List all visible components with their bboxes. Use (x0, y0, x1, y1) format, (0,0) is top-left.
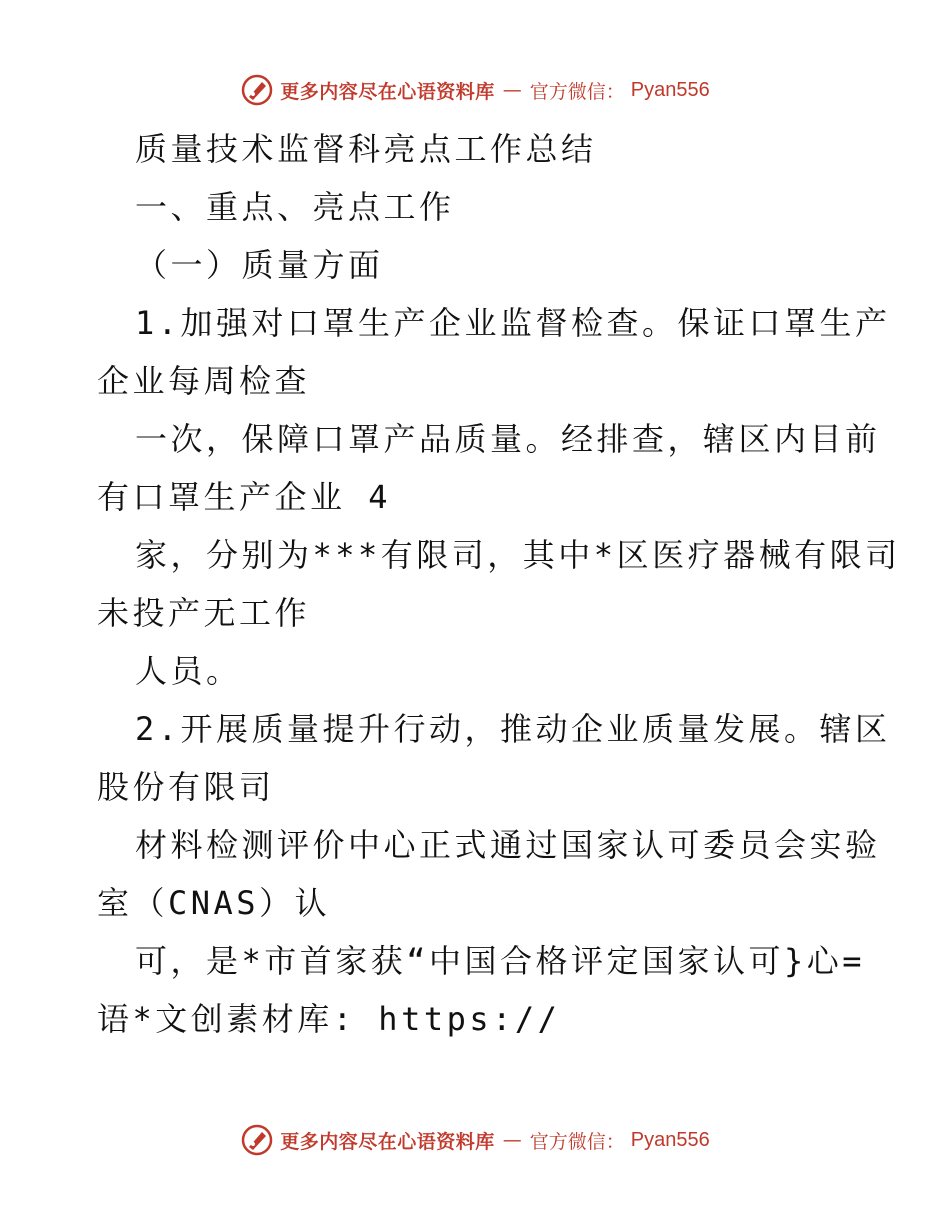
subsection-heading: （一）质量方面 (135, 246, 384, 284)
paragraph-line: 家，分别为***有限司，其中*区医疗器械有限司 (135, 536, 901, 574)
paragraph-line: 未投产无工作 (97, 594, 311, 632)
pen-nib-logo-icon (240, 73, 274, 107)
paragraph-line: 可，是*市首家获“中国合格评定国家认可}心= (135, 942, 866, 980)
watermark-wechat-id: Pyan556 (630, 1128, 710, 1151)
watermark-dash: — (502, 1129, 522, 1151)
paragraph-line: 一次，保障口罩产品质量。经排查，辖区内目前 (135, 420, 881, 458)
watermark-official-label: 官方微信： (529, 1130, 625, 1153)
document-body (97, 120, 901, 1048)
watermark-footer (0, 1120, 950, 1160)
paragraph-line: 人员。 (135, 652, 242, 690)
paragraph-line: 材料检测评价中心正式通过国家认可委员会实验 (135, 826, 881, 864)
paragraph-line: 1.加强对口罩生产企业监督检查。保证口罩生产 (135, 304, 891, 342)
paragraph-line: 有口罩生产企业 4 (97, 478, 392, 516)
paragraph-line: 语*文创素材库: https:// (97, 1000, 561, 1038)
pen-nib-logo-icon (240, 1123, 274, 1157)
watermark-text: 更多内容尽在心语资料库 (280, 1130, 495, 1153)
paragraph-line: 室（CNAS）认 (97, 884, 331, 922)
paragraph-line: 企业每周检查 (97, 362, 311, 400)
document-title: 质量技术监督科亮点工作总结 (135, 130, 597, 168)
watermark-text: 更多内容尽在心语资料库 (280, 80, 495, 103)
watermark-official-label: 官方微信： (529, 80, 625, 103)
paragraph-line: 股份有限司 (97, 768, 275, 806)
paragraph-line: 2.开展质量提升行动，推动企业质量发展。辖区 (135, 710, 891, 748)
section-heading: 一、重点、亮点工作 (135, 188, 455, 226)
watermark-header (0, 70, 950, 110)
watermark-wechat-id: Pyan556 (630, 78, 710, 101)
watermark-dash: — (502, 79, 522, 101)
